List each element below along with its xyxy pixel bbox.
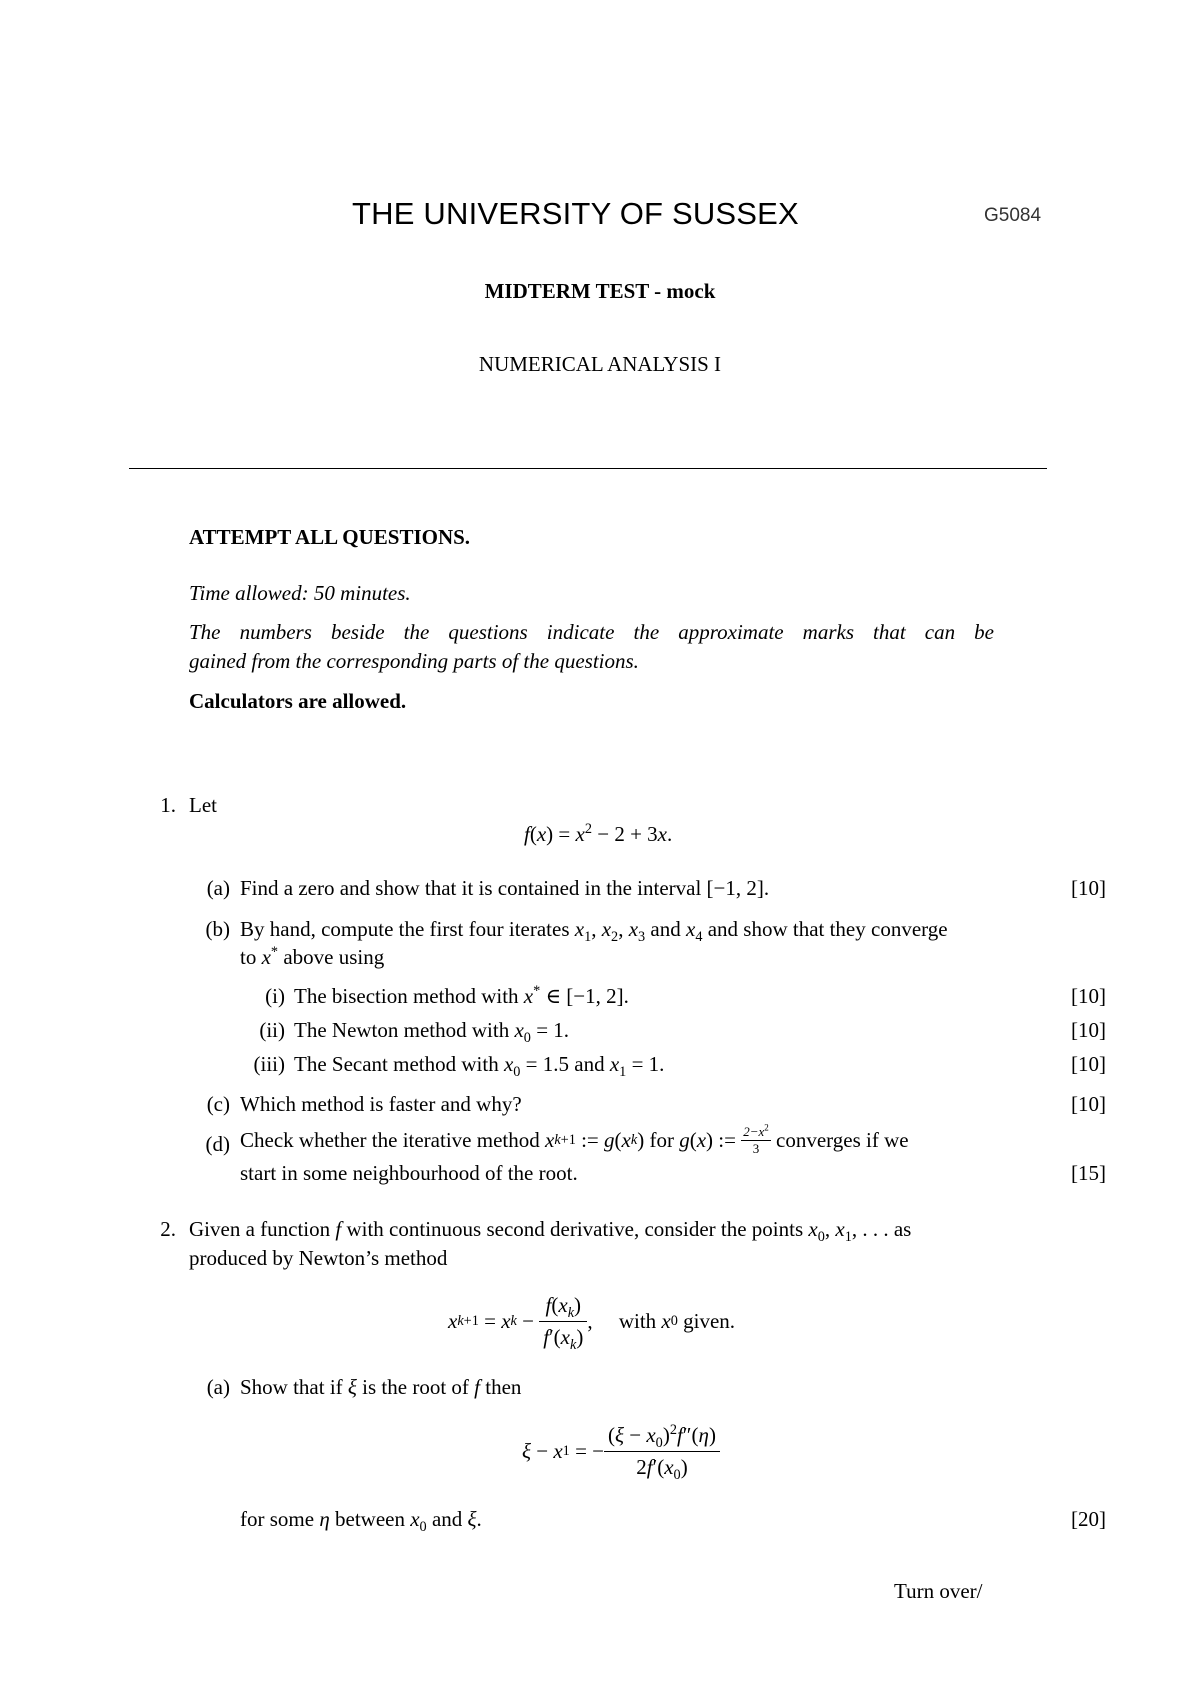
attempt-all-heading: ATTEMPT ALL QUESTIONS. [189, 525, 471, 549]
q2-eq-given: given. [683, 1308, 736, 1333]
q1a-text: Find a zero and show that it is contained in the interval [−1, 2]. [240, 876, 770, 900]
q2a-text-post: then [485, 1375, 522, 1399]
test-title: MIDTERM TEST - mock [484, 279, 716, 303]
question-1-function-equation: $f(x) = x^2 - 2 + 3x$. [524, 821, 673, 846]
q1bii-text-pre: The Newton method with [294, 1018, 510, 1042]
q2a-text: Show that if ξ is the root of f then [240, 1375, 522, 1399]
q1d-g-fraction: $\frac{2-x^2}{3}$ [743, 1122, 769, 1156]
q1d-text-pre: Check whether the iterative method [240, 1127, 540, 1152]
q1biii-marks: [10] [1071, 1052, 1106, 1076]
q1c-marks: [10] [1071, 1092, 1106, 1116]
newton-fraction: $\frac{f(x_k)}{f'(x_k)}$ [539, 1292, 587, 1350]
q1b-text-post: and show that they converge [707, 917, 948, 941]
q2a-for-some: for some [240, 1507, 315, 1531]
marks-note-line-1: The numbers beside the questions indicate the approximate marks that can be [189, 620, 994, 644]
question-1-number: 1. [160, 793, 176, 817]
turn-over-note: Turn over/ [894, 1579, 983, 1603]
q1biii-label: (iii) [253, 1052, 285, 1076]
error-fraction: $\frac{(\xi - x_0)^2f''(\eta)}{2f'(x_0)}$ [604, 1422, 720, 1480]
q1d-marks: [15] [1071, 1161, 1106, 1185]
q1c-text: Which method is faster and why? [240, 1092, 522, 1116]
q1bii-text: The Newton method with $x_0 = 1$. [294, 1018, 570, 1047]
q1bi-text: The bisection method with x* ∈ [−1, 2]. [294, 983, 629, 1008]
q2-line1-post: as [893, 1217, 912, 1241]
time-allowed: Time allowed: 50 minutes. [189, 581, 411, 605]
q1b-label: (b) [205, 917, 230, 941]
q1bi-marks: [10] [1071, 984, 1106, 1008]
marks-note-line-2: gained from the corresponding parts of the questions. [189, 649, 639, 673]
q2a-text-mid: is the root of [362, 1375, 469, 1399]
q1c-label: (c) [206, 1092, 230, 1116]
q1biii-text-pre: The Secant method with [294, 1052, 499, 1076]
error-equation: ξ − x 1 = − $\frac{(\xi - x_0)^2f''(\eta)}{2f'(x_0)}$ [522, 1418, 720, 1484]
course-title: NUMERICAL ANALYSIS I [478, 352, 722, 376]
question-1-intro: Let [189, 793, 217, 817]
q2-line1-mid: with continuous second derivative, consider the points [346, 1217, 804, 1241]
q1bi-text-pre: The bisection method with [294, 984, 519, 1008]
university-title: THE UNIVERSITY OF SUSSEX [352, 196, 799, 231]
q1b-line-2: to x* above using [240, 944, 385, 969]
q1d-line-1: Check whether the iterative method x k+1 := g ( x k ) for g ( x ) := $\frac{2-x^2}{3}$ converges if we [240, 1122, 909, 1156]
q2a-marks: [20] [1071, 1507, 1106, 1531]
calculators-note: Calculators are allowed. [189, 689, 407, 713]
question-2-line-1: Given a function f with continuous second derivative, consider the points $x_0$, $x_1$, . . . as [189, 1217, 912, 1246]
q2a-label: (a) [206, 1375, 230, 1399]
question-2-number: 2. [160, 1217, 176, 1241]
q1biii-text-mid: and [574, 1052, 605, 1076]
module-code: G5084 [984, 205, 1042, 226]
q2a-and: and [431, 1507, 463, 1531]
newton-method-equation: x k+1 = x k − $\frac{f(x_k)}{f'(x_k)}$ , with x 0 given. [448, 1293, 736, 1353]
q2-line1-pre: Given a function [189, 1217, 331, 1241]
q2a-text-pre: Show that if [240, 1375, 343, 1399]
q1bii-label: (ii) [259, 1018, 285, 1042]
q1d-line-2: start in some neighbourhood of the root. [240, 1161, 578, 1185]
q1d-label: (d) [205, 1132, 230, 1156]
q1a-label: (a) [206, 876, 230, 900]
q1bi-label: (i) [265, 984, 285, 1008]
q1d-text-mid: for [649, 1127, 674, 1152]
header-divider [129, 468, 1047, 469]
q1b-line-1: By hand, compute the first four iterates $x_1$, $x_2$, $x_3$ and $x_4$ and show that they converge [240, 917, 948, 946]
q1b-line2-post: above using [283, 945, 385, 969]
q2-eq-with: with [618, 1308, 657, 1333]
q1biii-text: The Secant method with $x_0 = 1.5$ and $x_1 = 1$. [294, 1052, 665, 1081]
q1d-text-post: converges if we [776, 1127, 909, 1152]
q2a-conclusion: for some η between $x_0$ and ξ. [240, 1507, 482, 1536]
question-2-line-2: produced by Newton’s method [189, 1246, 448, 1270]
q1bii-marks: [10] [1071, 1018, 1106, 1042]
q1b-line2-pre: to [240, 945, 257, 969]
q1a-marks: [10] [1071, 876, 1106, 900]
q2a-between: between [335, 1507, 405, 1531]
q1b-text-pre: By hand, compute the first four iterates [240, 917, 570, 941]
